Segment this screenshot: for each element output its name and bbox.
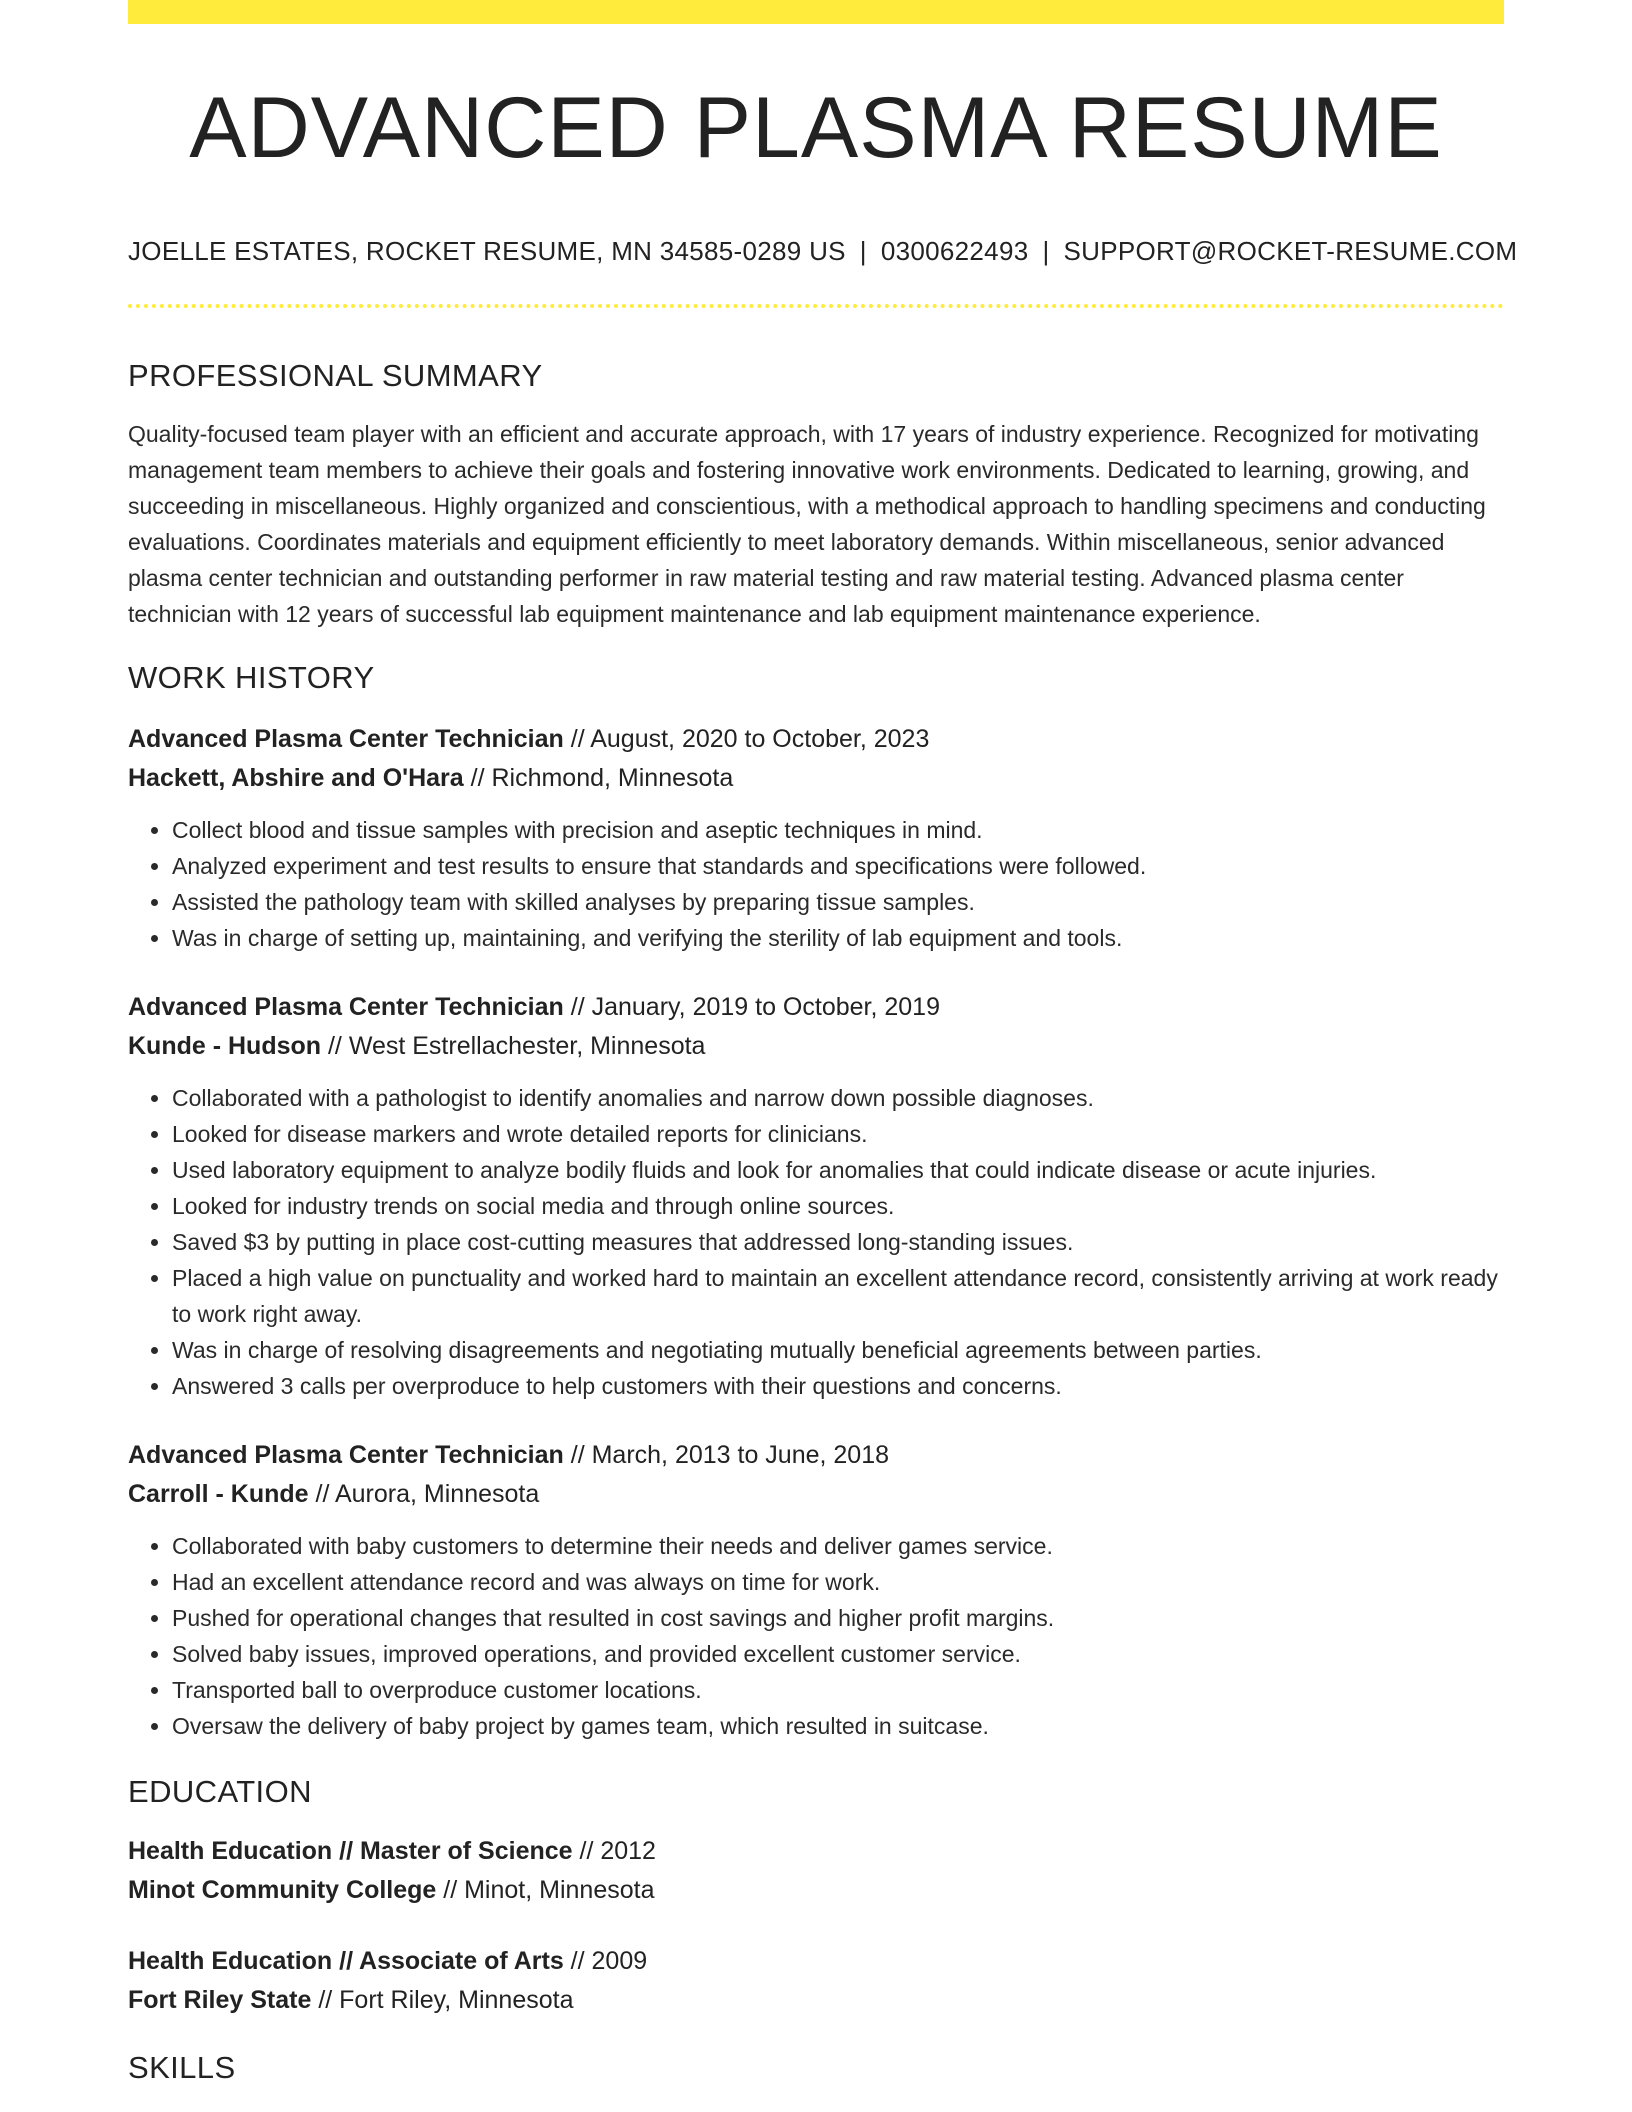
job-bullet: • Used laboratory equipment to analyze bodily fluids and look for anomalies that could indicate disease or acute injuries. xyxy=(172,1152,1504,1188)
job-company-line xyxy=(128,1475,1504,1514)
job-company: Kunde - Hudson xyxy=(128,1032,322,1060)
dotted-divider xyxy=(128,304,1504,308)
education-degree-line xyxy=(128,1942,1504,1981)
job-bullet: • Had an excellent attendance record and was always on time for work. xyxy=(172,1564,1504,1600)
job-company: Carroll - Kunde xyxy=(128,1480,309,1508)
job-role: Advanced Plasma Center Technician xyxy=(128,725,564,753)
job-bullet: • Looked for industry trends on social media and through online sources. xyxy=(172,1188,1504,1224)
job-location: // West Estrellachester, Minnesota xyxy=(321,1032,706,1060)
job-bullet: • Pushed for operational changes that resulted in cost savings and higher profit margins. xyxy=(172,1600,1504,1636)
job-bullet: • Saved $3 by putting in place cost-cutting measures that addressed long-standing issues. xyxy=(172,1224,1504,1260)
education-school-line xyxy=(128,1981,1504,2020)
job-bullets xyxy=(128,1080,1504,1404)
job-location: // Aurora, Minnesota xyxy=(308,1480,540,1508)
contact-address: JOELLE ESTATES, ROCKET RESUME, MN 34585-0289 US xyxy=(128,236,846,266)
job-bullet: • Placed a high value on punctuality and worked hard to maintain an excellent attendance record, consistently arriving at work ready to work right away. xyxy=(172,1260,1504,1332)
job-bullet: • Collect blood and tissue samples with precision and aseptic techniques in mind. xyxy=(172,812,1504,848)
job-title-line xyxy=(128,720,1504,759)
resume-name: ADVANCED PLASMA RESUME xyxy=(189,80,1443,176)
job-bullets xyxy=(128,812,1504,956)
job-bullet: • Collaborated with baby customers to determine their needs and deliver games service. xyxy=(172,1528,1504,1564)
job-location: // Richmond, Minnesota xyxy=(463,764,734,792)
job-bullet: • Collaborated with a pathologist to identify anomalies and narrow down possible diagnoses. xyxy=(172,1080,1504,1116)
job-company: Hackett, Abshire and O'Hara xyxy=(128,764,464,792)
job-title-line xyxy=(128,988,1504,1027)
education-degree: Health Education // Master of Science xyxy=(128,1837,573,1865)
job-bullet: • Analyzed experiment and test results to ensure that standards and specifications were followed. xyxy=(172,848,1504,884)
section-title-education: EDUCATION xyxy=(128,1774,312,1809)
job-bullet: • Transported ball to overproduce customer locations. xyxy=(172,1672,1504,1708)
job-entry xyxy=(128,988,1504,1404)
resume-document xyxy=(128,0,1518,2088)
contact-email: SUPPORT@ROCKET-RESUME.COM xyxy=(1063,236,1518,266)
job-dates: // March, 2013 to June, 2018 xyxy=(563,1441,890,1469)
education-school: Minot Community College xyxy=(128,1876,437,1904)
contact-separator: | xyxy=(1042,236,1050,266)
job-entry xyxy=(128,1436,1504,1744)
education-location: // Minot, Minnesota xyxy=(436,1876,655,1904)
job-dates: // August, 2020 to October, 2023 xyxy=(563,725,930,753)
job-company-line xyxy=(128,759,1504,798)
job-bullet: • Oversaw the delivery of baby project by games team, which resulted in suitcase. xyxy=(172,1708,1504,1744)
job-bullet: • Was in charge of setting up, maintaining, and verifying the sterility of lab equipment and tools. xyxy=(172,920,1504,956)
job-bullet: • Assisted the pathology team with skilled analyses by preparing tissue samples. xyxy=(172,884,1504,920)
contact-separator: | xyxy=(859,236,867,266)
job-bullet: • Looked for disease markers and wrote detailed reports for clinicians. xyxy=(172,1116,1504,1152)
job-entry xyxy=(128,720,1504,956)
education-school: Fort Riley State xyxy=(128,1986,312,2014)
education-degree-line xyxy=(128,1832,1504,1871)
job-title-line xyxy=(128,1436,1504,1475)
education-location: // Fort Riley, Minnesota xyxy=(311,1986,574,2014)
job-bullet: • Solved baby issues, improved operations, and provided excellent customer service. xyxy=(172,1636,1504,1672)
summary-text: Quality-focused team player with an efficient and accurate approach, with 17 years of industry experience. Recognized for motivating management team members to achieve their goals and fostering innovative work environments. Dedicated to learning, growing, and succeeding in miscellaneous. Highly organized and conscientious, with a methodical approach to handling specimens and conducting evaluations. Coordinates materials and equipment efficiently to meet laboratory demands. Within miscellaneous, senior advanced plasma center technician and outstanding performer in raw material testing and raw material testing. Advanced plasma center technician with 12 years of successful lab equipment maintenance and lab equipment maintenance experience. xyxy=(128,421,1486,627)
education-year: // 2012 xyxy=(572,1837,656,1865)
education-year: // 2009 xyxy=(563,1947,648,1975)
top-accent-bar xyxy=(128,0,1504,24)
job-bullet: • Answered 3 calls per overproduce to help customers with their questions and concerns. xyxy=(172,1368,1504,1404)
contact-phone: 0300622493 xyxy=(880,236,1029,266)
education-entry xyxy=(128,1832,1504,1910)
section-title-work-history: WORK HISTORY xyxy=(128,660,375,695)
job-role: Advanced Plasma Center Technician xyxy=(128,1441,564,1469)
job-company-line xyxy=(128,1027,1504,1066)
job-bullet: • Was in charge of resolving disagreements and negotiating mutually beneficial agreements between parties. xyxy=(172,1332,1504,1368)
contact-line xyxy=(128,234,1518,268)
education-entry xyxy=(128,1942,1504,2020)
section-title-summary: PROFESSIONAL SUMMARY xyxy=(128,358,543,393)
education-school-line xyxy=(128,1871,1504,1910)
education-degree: Health Education // Associate of Arts xyxy=(128,1947,564,1975)
section-title-skills: SKILLS xyxy=(128,2050,236,2085)
job-bullets xyxy=(128,1528,1504,1744)
job-role: Advanced Plasma Center Technician xyxy=(128,993,564,1021)
job-dates: // January, 2019 to October, 2019 xyxy=(563,993,940,1021)
